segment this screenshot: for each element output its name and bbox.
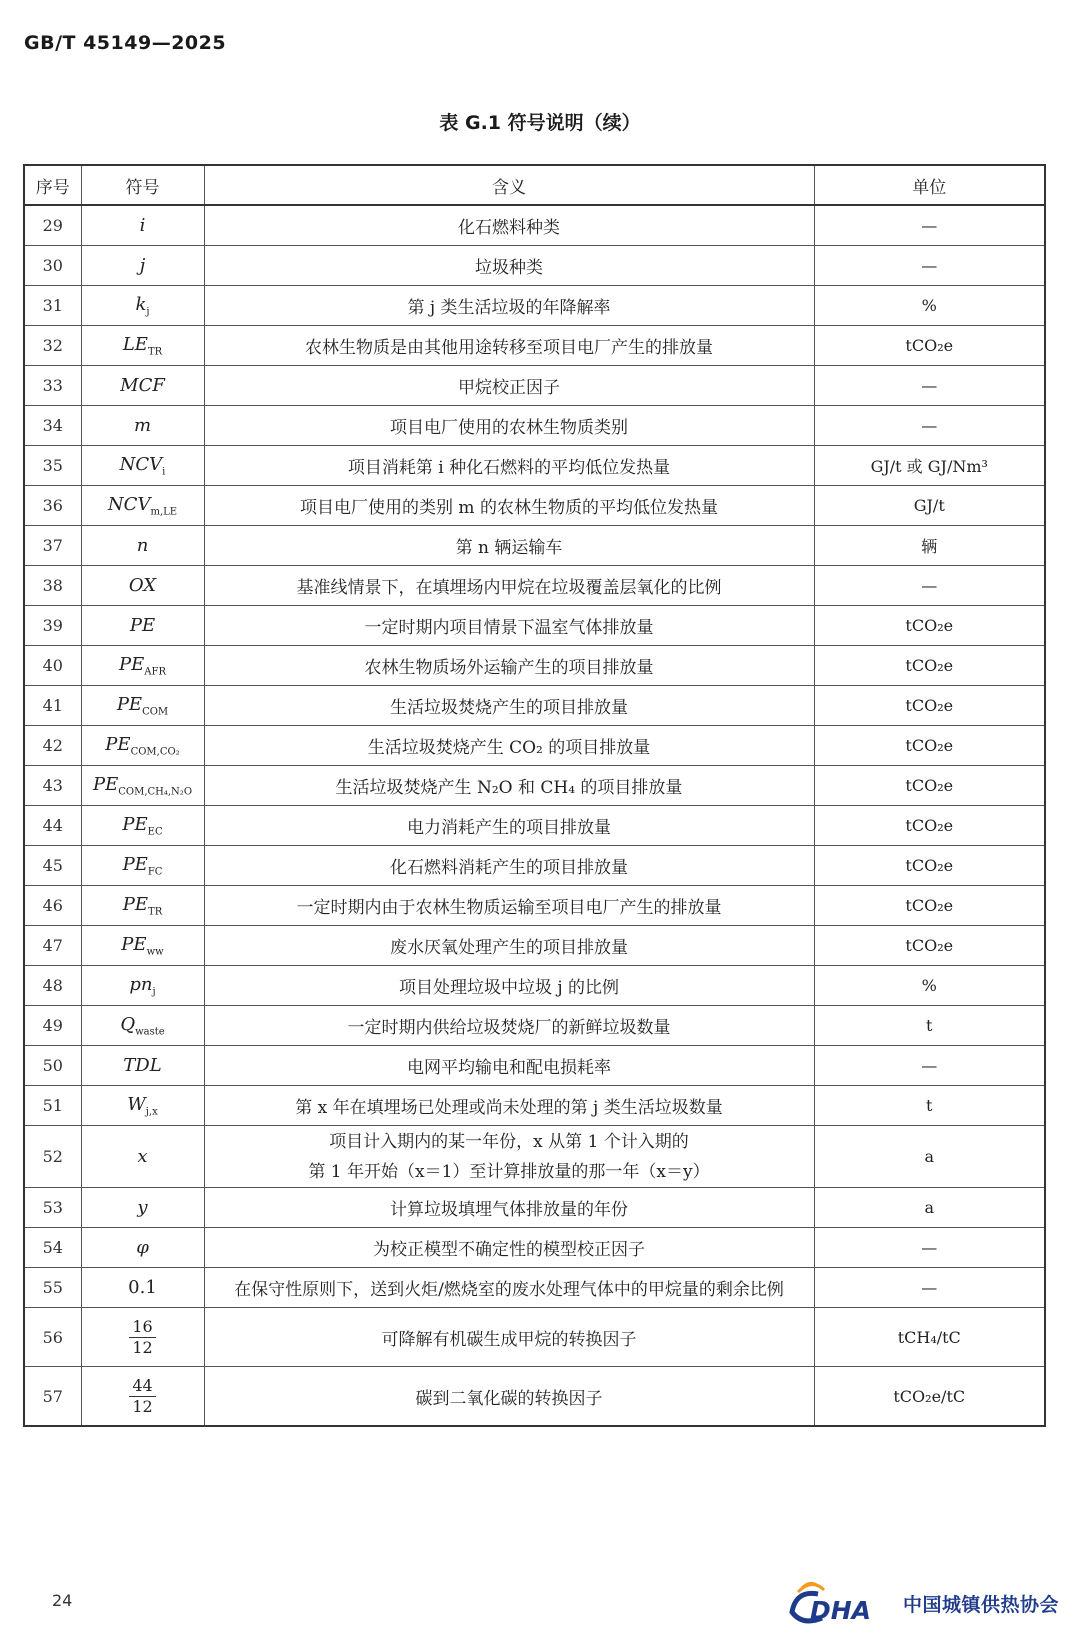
symbol-cell: [81, 446, 204, 486]
symbol-main: PE: [119, 653, 145, 675]
unit-cell: %: [814, 966, 1045, 1006]
meaning-cell: 项目消耗第 i 种化石燃料的平均低位发热量: [204, 446, 814, 486]
unit-cell: GJ/t: [814, 486, 1045, 526]
meaning-cell: 生活垃圾焚烧产生 N₂O 和 CH₄ 的项目排放量: [204, 766, 814, 806]
symbol-cell: [81, 205, 204, 246]
table-row: [24, 646, 1045, 686]
table-row: [24, 246, 1045, 286]
row-number: 54: [24, 1228, 81, 1268]
symbol-cell: [81, 966, 204, 1006]
symbol-cell: [81, 406, 204, 446]
symbol-cell: [81, 766, 204, 806]
unit-cell: —: [814, 1268, 1045, 1308]
row-number: 30: [24, 246, 81, 286]
unit-cell: tCO₂e: [814, 326, 1045, 366]
symbol-fraction: [129, 1317, 155, 1358]
symbol-main: TDL: [123, 1055, 162, 1076]
table-row: [24, 686, 1045, 726]
symbol-subscript: COM: [142, 706, 169, 718]
col-header-unit: 单位: [814, 165, 1045, 205]
meaning-cell: 第 x 年在填埋场已处理或尚未处理的第 j 类生活垃圾数量: [204, 1086, 814, 1126]
symbol-cell: [81, 1268, 204, 1308]
symbol-main: PE: [122, 853, 148, 875]
meaning-cell: 碳到二氧化碳的转换因子: [204, 1367, 814, 1427]
fraction-numerator: 16: [129, 1317, 155, 1338]
row-number: 47: [24, 926, 81, 966]
symbol-cell: [81, 1126, 204, 1188]
row-number: 31: [24, 286, 81, 326]
row-number: 37: [24, 526, 81, 566]
org-name: 中国城镇供热协会: [903, 1594, 1060, 1616]
fraction-denominator: 12: [132, 1396, 153, 1416]
row-number: 38: [24, 566, 81, 606]
table-row: [24, 526, 1045, 566]
meaning-cell: 可降解有机碳生成甲烷的转换因子: [204, 1308, 814, 1367]
meaning-cell: 农林生物质场外运输产生的项目排放量: [204, 646, 814, 686]
unit-cell: —: [814, 1046, 1045, 1086]
meaning-cell: 项目处理垃圾中垃圾 j 的比例: [204, 966, 814, 1006]
symbol-table: [23, 164, 1046, 1427]
table-row: [24, 1126, 1045, 1188]
meaning-cell: 生活垃圾焚烧产生的项目排放量: [204, 686, 814, 726]
unit-cell: —: [814, 246, 1045, 286]
symbol-main: y: [137, 1197, 148, 1218]
symbol-main: n: [136, 535, 149, 556]
symbol-main: k: [135, 293, 147, 315]
unit-cell: tCO₂e: [814, 726, 1045, 766]
row-number: 29: [24, 205, 81, 246]
table-title: 表 G.1 符号说明（续）: [439, 112, 641, 134]
meaning-cell: 废水厌氧处理产生的项目排放量: [204, 926, 814, 966]
col-header-meaning: 含义: [204, 165, 814, 205]
table-row: [24, 366, 1045, 406]
unit-cell: a: [814, 1188, 1045, 1228]
meaning-line: 项目计入期内的某一年份，x 从第 1 个计入期的: [329, 1131, 689, 1152]
symbol-subscript: TR: [147, 346, 163, 358]
row-number: 46: [24, 886, 81, 926]
symbol-main: OX: [128, 575, 157, 596]
symbol-subscript: AFR: [144, 666, 166, 678]
symbol-subscript: COM,CH₄,N₂O: [118, 786, 193, 798]
symbol-cell: [81, 806, 204, 846]
table-row: [24, 1308, 1045, 1367]
unit-cell: tCO₂e: [814, 806, 1045, 846]
row-number: 51: [24, 1086, 81, 1126]
symbol-main: φ: [136, 1237, 149, 1258]
row-number: 34: [24, 406, 81, 446]
table-row: [24, 886, 1045, 926]
meaning-cell: 电网平均输电和配电损耗率: [204, 1046, 814, 1086]
unit-cell: tCO₂e: [814, 846, 1045, 886]
table-row: [24, 1006, 1045, 1046]
col-header-symbol: 符号: [81, 165, 204, 205]
row-number: 33: [24, 366, 81, 406]
symbol-main: PE: [92, 773, 119, 795]
unit-cell: 辆: [814, 526, 1045, 566]
table-row: [24, 766, 1045, 806]
symbol-cell: [81, 366, 204, 406]
meaning-line: 第 1 年开始（x＝1）至计算排放量的那一年（x＝y）: [308, 1161, 710, 1182]
unit-cell: tCH₄/tC: [814, 1308, 1045, 1367]
meaning-cell: 计算垃圾填埋气体排放量的年份: [204, 1188, 814, 1228]
table-body: [24, 205, 1045, 1426]
symbol-main: m: [133, 415, 152, 436]
symbol-cell: [81, 286, 204, 326]
symbol-cell: [81, 1046, 204, 1086]
symbol-main: NCV: [119, 453, 163, 475]
symbol-cell: [81, 646, 204, 686]
table-row: [24, 205, 1045, 246]
symbol-cell: [81, 1367, 204, 1427]
org-logo: [788, 1572, 1068, 1632]
symbol-subscript: m,LE: [150, 506, 178, 518]
table-row: [24, 726, 1045, 766]
meaning-cell: 为校正模型不确定性的模型校正因子: [204, 1228, 814, 1268]
row-number: 55: [24, 1268, 81, 1308]
unit-cell: —: [814, 566, 1045, 606]
meaning-cell: 农林生物质是由其他用途转移至项目电厂产生的排放量: [204, 326, 814, 366]
table-row: [24, 606, 1045, 646]
meaning-cell: 垃圾种类: [204, 246, 814, 286]
table-row: [24, 846, 1045, 886]
unit-cell: tCO₂e: [814, 646, 1045, 686]
symbol-subscript: j,x: [145, 1106, 158, 1118]
symbol-cell: [81, 246, 204, 286]
symbol-main: PE: [121, 933, 147, 955]
symbol-cell: [81, 1006, 204, 1046]
unit-cell: tCO₂e/tC: [814, 1367, 1045, 1427]
unit-cell: t: [814, 1006, 1045, 1046]
row-number: 49: [24, 1006, 81, 1046]
symbol-subscript: FC: [147, 866, 163, 878]
symbol-subscript: EC: [147, 826, 163, 838]
table-row: [24, 1086, 1045, 1126]
unit-cell: —: [814, 366, 1045, 406]
symbol-main: pn: [129, 973, 153, 995]
symbol-main: i: [139, 215, 146, 236]
unit-cell: GJ/t 或 GJ/Nm³: [814, 446, 1045, 486]
table-row: [24, 1268, 1045, 1308]
dha-logo-icon: [788, 1572, 898, 1632]
symbol-cell: [81, 526, 204, 566]
symbol-cell: [81, 1228, 204, 1268]
symbol-subscript: j: [146, 306, 150, 318]
unit-cell: tCO₂e: [814, 766, 1045, 806]
table-row: [24, 1228, 1045, 1268]
unit-cell: —: [814, 205, 1045, 246]
table-row: [24, 966, 1045, 1006]
unit-cell: %: [814, 286, 1045, 326]
symbol-subscript: TR: [148, 906, 163, 918]
symbol-main: MCF: [120, 375, 165, 396]
symbol-subscript: ww: [146, 946, 164, 958]
row-number: 50: [24, 1046, 81, 1086]
standard-code: GB/T 45149—2025: [24, 32, 227, 54]
meaning-cell: 基准线情景下，在填埋场内甲烷在垃圾覆盖层氧化的比例: [204, 566, 814, 606]
meaning-cell: 在保守性原则下，送到火炬/燃烧室的废水处理气体中的甲烷量的剩余比例: [204, 1268, 814, 1308]
row-number: 43: [24, 766, 81, 806]
logo-dha-text: DHA: [810, 1596, 872, 1625]
table-row: [24, 326, 1045, 366]
symbol-cell: [81, 606, 204, 646]
unit-cell: —: [814, 1228, 1045, 1268]
symbol-cell: [81, 326, 204, 366]
symbol-main: x: [137, 1146, 148, 1167]
table-row: [24, 446, 1045, 486]
meaning-cell: 甲烷校正因子: [204, 366, 814, 406]
symbol-cell: [81, 686, 204, 726]
table-row: [24, 926, 1045, 966]
unit-cell: a: [814, 1126, 1045, 1188]
symbol-main: PE: [122, 813, 148, 835]
table-row: [24, 286, 1045, 326]
symbol-main: Q: [120, 1013, 136, 1035]
row-number: 53: [24, 1188, 81, 1228]
symbol-cell: [81, 566, 204, 606]
unit-cell: tCO₂e: [814, 606, 1045, 646]
row-number: 48: [24, 966, 81, 1006]
table-row: [24, 1188, 1045, 1228]
meaning-cell: [204, 1126, 814, 1188]
unit-cell: —: [814, 406, 1045, 446]
row-number: 40: [24, 646, 81, 686]
row-number: 36: [24, 486, 81, 526]
symbol-main: PE: [122, 893, 149, 915]
symbol-subscript: COM,CO₂: [130, 746, 180, 758]
meaning-cell: 化石燃料消耗产生的项目排放量: [204, 846, 814, 886]
symbol-cell: [81, 486, 204, 526]
symbol-cell: [81, 886, 204, 926]
symbol-main: PE: [105, 733, 131, 755]
row-number: 57: [24, 1367, 81, 1427]
meaning-cell: 项目电厂使用的类别 m 的农林生物质的平均低位发热量: [204, 486, 814, 526]
meaning-cell: 一定时期内由于农林生物质运输至项目电厂产生的排放量: [204, 886, 814, 926]
symbol-main: PE: [129, 615, 156, 636]
meaning-cell: 一定时期内供给垃圾焚烧厂的新鲜垃圾数量: [204, 1006, 814, 1046]
col-header-no: 序号: [24, 165, 81, 205]
row-number: 35: [24, 446, 81, 486]
symbol-main: NCV: [107, 493, 151, 515]
row-number: 44: [24, 806, 81, 846]
table-row: [24, 486, 1045, 526]
meaning-cell: 生活垃圾焚烧产生 CO₂ 的项目排放量: [204, 726, 814, 766]
table-row: [24, 1367, 1045, 1427]
row-number: 39: [24, 606, 81, 646]
symbol-fraction: [129, 1376, 155, 1417]
symbol-main: LE: [122, 333, 148, 355]
row-number: 52: [24, 1126, 81, 1188]
fraction-denominator: 12: [132, 1337, 153, 1357]
symbol-cell: [81, 846, 204, 886]
meaning-cell: 电力消耗产生的项目排放量: [204, 806, 814, 846]
symbol-main: W: [127, 1093, 146, 1115]
symbol-main: PE: [116, 693, 143, 715]
table-row: [24, 566, 1045, 606]
fraction-numerator: 44: [129, 1376, 155, 1397]
page-number: 24: [52, 1591, 73, 1610]
meaning-cell: 一定时期内项目情景下温室气体排放量: [204, 606, 814, 646]
meaning-cell: 项目电厂使用的农林生物质类别: [204, 406, 814, 446]
table-header-row: [24, 165, 1045, 205]
symbol-main: j: [139, 255, 146, 276]
unit-cell: tCO₂e: [814, 686, 1045, 726]
symbol-subscript: j: [152, 986, 156, 998]
symbol-cell: [81, 726, 204, 766]
symbol-cell: [81, 1308, 204, 1367]
row-number: 45: [24, 846, 81, 886]
row-number: 32: [24, 326, 81, 366]
table-row: [24, 806, 1045, 846]
meaning-cell: 第 n 辆运输车: [204, 526, 814, 566]
meaning-cell: 化石燃料种类: [204, 205, 814, 246]
symbol-cell: [81, 926, 204, 966]
unit-cell: t: [814, 1086, 1045, 1126]
table-row: [24, 406, 1045, 446]
symbol-subscript: waste: [135, 1026, 165, 1038]
row-number: 56: [24, 1308, 81, 1367]
row-number: 42: [24, 726, 81, 766]
symbol-main: 0.1: [128, 1277, 157, 1298]
symbol-subscript: i: [162, 466, 166, 478]
table-row: [24, 1046, 1045, 1086]
symbol-cell: [81, 1086, 204, 1126]
row-number: 41: [24, 686, 81, 726]
symbol-cell: [81, 1188, 204, 1228]
unit-cell: tCO₂e: [814, 886, 1045, 926]
unit-cell: tCO₂e: [814, 926, 1045, 966]
meaning-cell: 第 j 类生活垃圾的年降解率: [204, 286, 814, 326]
